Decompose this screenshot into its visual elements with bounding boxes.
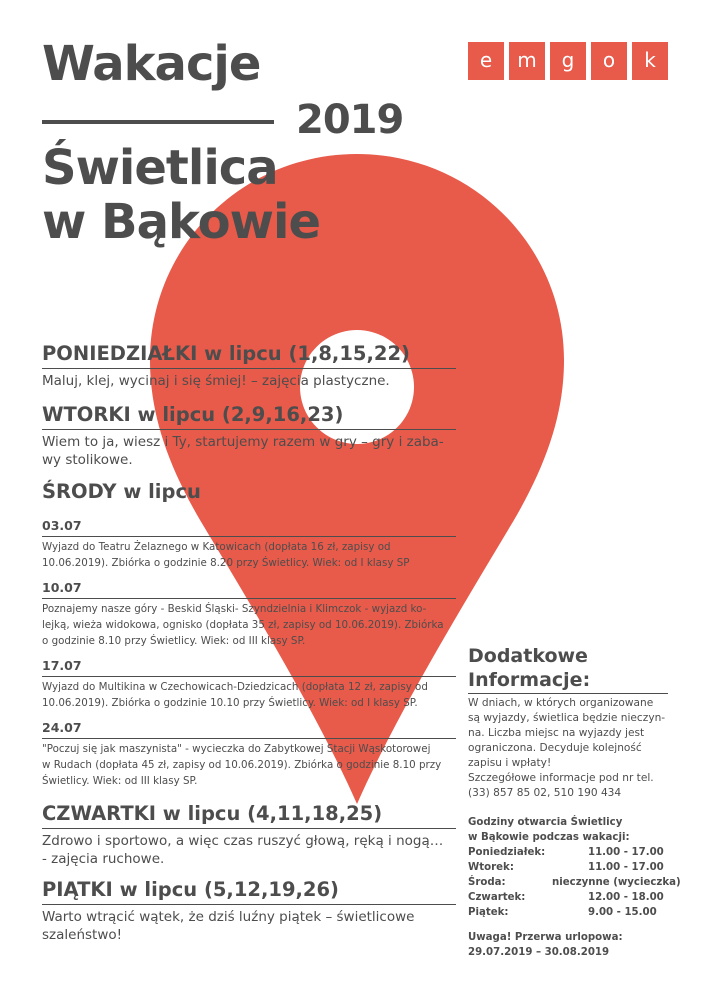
sidebar-info-line: na. Liczba miejsc na wyjazdy jest (468, 727, 645, 739)
event-date: 24.07 (42, 720, 82, 735)
sidebar-rule (468, 693, 668, 694)
event-text: Poznajemy nasze góry - Beskid Śląski- Szyndzielnia i Klimczok - wyjazd ko- (42, 603, 427, 615)
tuesday-text: Wiem to ja, wiesz i Ty, startujemy razem w gry – gry i zaba- (42, 434, 444, 450)
monday-heading: PONIEDZIAŁKI w lipcu (1,8,15,22) (42, 342, 410, 365)
friday-heading: PIĄTKI w lipcu (5,12,19,26) (42, 878, 339, 901)
hours-time: nieczynne (wycieczka) (552, 877, 681, 888)
event-text: Wyjazd do Multikina w Czechowicach-Dziedzicach (dopłata 12 zł, zapisy od (42, 681, 428, 693)
title-year: 2019 (296, 97, 404, 143)
thursday-rule (42, 828, 456, 829)
sidebar-info-line: ograniczona. Decyduje kolejność (468, 742, 642, 754)
event-date: 10.07 (42, 580, 82, 595)
event-text: "Poczuj się jak maszynista" - wycieczka do Zabytkowej Stacji Wąskotorowej (42, 743, 431, 755)
monday-text: Maluj, klej, wycinaj i się śmiej! – zajęcia plastyczne. (42, 373, 390, 389)
friday-text: Warto wtrącić wątek, że dziś luźny piątek – świetlicowe (42, 909, 415, 925)
sidebar-info-line: zapisu i wpłaty! (468, 757, 552, 769)
logo-letter: o (591, 42, 627, 80)
friday-text: szaleństwo! (42, 927, 123, 943)
event-date: 17.07 (42, 658, 82, 673)
event-date: 03.07 (42, 518, 82, 533)
thursday-heading: CZWARTKI w lipcu (4,11,18,25) (42, 802, 383, 825)
event-rule (42, 676, 456, 677)
event-text: lejką, wieża widokowa, ognisko (dopłata 35 zł, zapisy od 10.06.2019). Zbiórka (42, 619, 444, 631)
tuesday-text: wy stolikowe. (42, 452, 133, 468)
event-rule (42, 738, 456, 739)
hours-time: 11.00 - 17.00 (588, 847, 664, 858)
event-rule (42, 598, 456, 599)
break-dates: 29.07.2019 – 30.08.2019 (468, 947, 610, 958)
hours-row (468, 860, 678, 875)
thursday-text: Zdrowo i sportowo, a więc czas ruszyć głową, ręką i nogą… (42, 833, 444, 849)
title-divider (42, 120, 274, 124)
emgok-logo (468, 42, 668, 80)
event-text: Świetlicy. Wiek: od III klasy SP. (42, 775, 198, 787)
logo-letter: m (509, 42, 545, 80)
event-text: o godzinie 8.10 przy Świetlicy. Wiek: od III klasy SP. (42, 635, 306, 647)
title-wakacje: Wakacje (42, 36, 261, 92)
monday-rule (42, 368, 456, 369)
break-notice: Uwaga! Przerwa urlopowa: (468, 932, 623, 943)
hours-time: 12.00 - 18.00 (588, 892, 664, 903)
title-swietlica: Świetlica (42, 140, 278, 196)
tuesday-rule (42, 429, 456, 430)
opening-hours-table (468, 845, 681, 920)
hours-day: Wtorek: (468, 862, 514, 873)
hours-day: Piątek: (468, 907, 509, 918)
event-rule (42, 536, 456, 537)
wednesday-heading: ŚRODY w lipcu (42, 480, 201, 503)
logo-letter: g (550, 42, 586, 80)
sidebar-info-line: Szczegółowe informacje pod nr tel. (468, 772, 654, 784)
event-text: 10.06.2019). Zbiórka o godzinie 8.20 przy Świetlicy. Wiek: od I klasy SP (42, 557, 410, 569)
friday-rule (42, 904, 456, 905)
thursday-text: - zajęcia ruchowe. (42, 851, 165, 867)
hours-day: Środa: (468, 877, 506, 888)
sidebar-info-line: są wyjazdy, świetlica będzie nieczyn- (468, 712, 666, 724)
hours-day: Czwartek: (468, 892, 526, 903)
event-text: 10.06.2019). Zbiórka o godzinie 10.10 przy Świetlicy. Wiek: od I klasy SP. (42, 697, 418, 709)
hours-row (468, 875, 681, 890)
hours-row (468, 905, 678, 920)
sidebar-info-line: (33) 857 85 02, 510 190 434 (468, 787, 622, 799)
hours-time: 11.00 - 17.00 (588, 862, 664, 873)
sidebar-heading: Informacje: (468, 669, 591, 691)
sidebar-info-line: W dniach, w których organizowane (468, 697, 654, 709)
logo-letter: k (632, 42, 668, 80)
event-text: w Rudach (dopłata 45 zł, zapisy od 10.06.2019). Zbiórka o godzinie 8.10 przy (42, 759, 442, 771)
hours-row (468, 890, 678, 905)
hours-row (468, 845, 678, 860)
hours-title: w Bąkowie podczas wakacji: (468, 832, 630, 843)
event-text: Wyjazd do Teatru Żelaznego w Katowicach (dopłata 16 zł, zapisy od (42, 541, 391, 553)
hours-time: 9.00 - 15.00 (588, 907, 657, 918)
title-location: w Bąkowie (42, 194, 320, 250)
sidebar-heading: Dodatkowe (468, 645, 588, 667)
hours-day: Poniedziałek: (468, 847, 546, 858)
logo-letter: e (468, 42, 504, 80)
hours-title: Godziny otwarcia Świetlicy (468, 817, 623, 828)
tuesday-heading: WTORKI w lipcu (2,9,16,23) (42, 403, 344, 426)
